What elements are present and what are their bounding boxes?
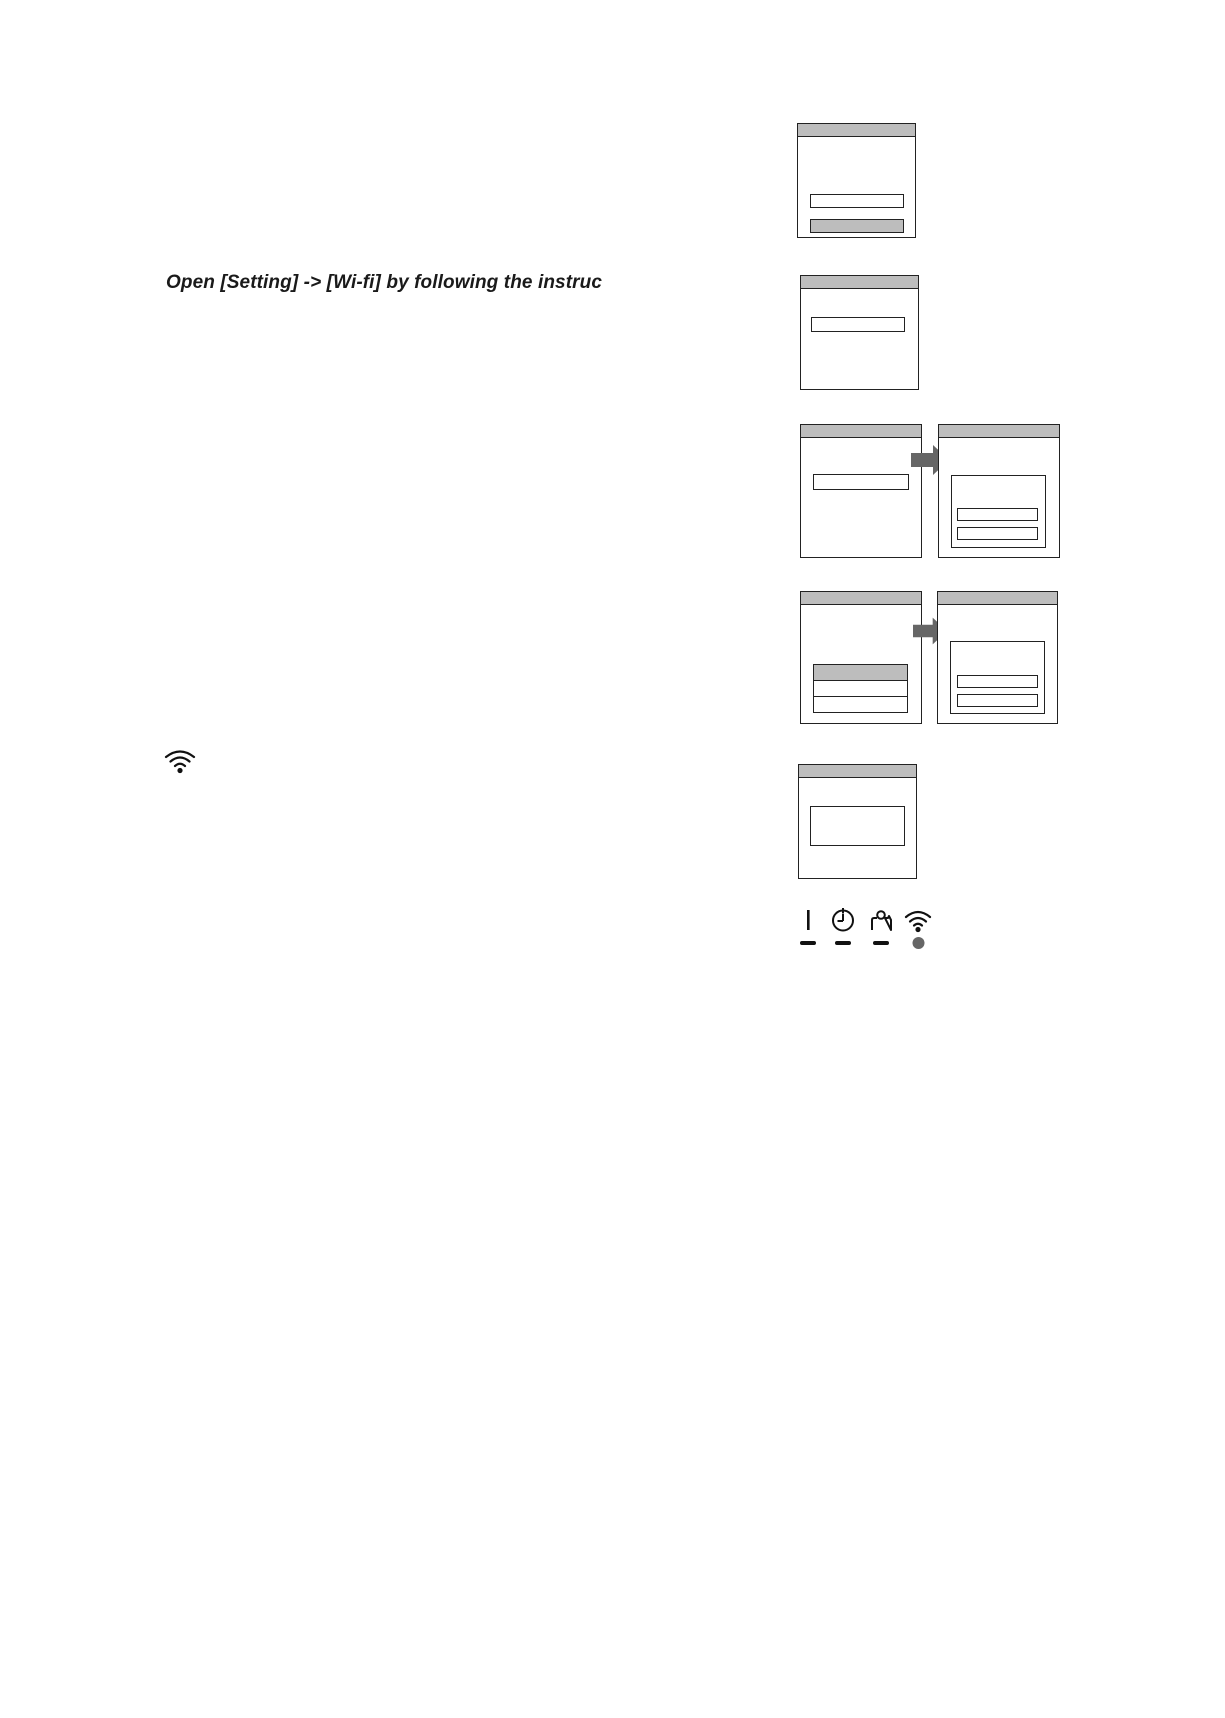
menu-option — [813, 474, 909, 490]
dialog-option — [957, 694, 1038, 707]
menu-option — [810, 194, 904, 208]
step3-screen-right — [938, 424, 1060, 558]
dialog-option — [957, 508, 1038, 521]
screen-title-bar — [799, 765, 916, 778]
timer-indicator — [835, 941, 851, 945]
menu-option-selected — [810, 219, 904, 233]
power-icon — [807, 910, 810, 930]
step5-screen — [798, 764, 917, 879]
step4-screen-right — [937, 591, 1058, 724]
screen-title-bar — [939, 425, 1059, 438]
dialog-box — [950, 641, 1045, 714]
step1-screen — [797, 123, 916, 238]
list-item-selected — [813, 664, 908, 681]
message-box — [810, 806, 905, 846]
menu-option — [811, 317, 905, 332]
screen-title-bar — [801, 592, 921, 605]
indicator-panel — [800, 908, 940, 956]
dialog-box — [951, 475, 1046, 548]
wifi-indicator-lit — [913, 937, 925, 949]
step3-screen-left — [800, 424, 922, 558]
step2-screen — [800, 275, 919, 390]
dialog-option — [957, 675, 1038, 688]
timer-icon — [833, 908, 853, 931]
list-item — [813, 680, 908, 697]
screen-title-bar — [938, 592, 1057, 605]
instruction-text: Open [Setting] -> [Wi-fi] by following the instruc — [166, 272, 602, 293]
screen-title-bar — [798, 124, 915, 137]
power-indicator — [800, 941, 816, 945]
screen-title-bar — [801, 425, 921, 438]
screen-title-bar — [801, 276, 918, 289]
dialog-option — [957, 527, 1038, 540]
step4-screen-left — [800, 591, 922, 724]
wifi-icon — [164, 748, 196, 774]
water-tank-icon — [872, 911, 891, 930]
list-item — [813, 696, 908, 713]
wifi-icon — [906, 912, 930, 926]
water-tank-indicator — [873, 941, 889, 945]
